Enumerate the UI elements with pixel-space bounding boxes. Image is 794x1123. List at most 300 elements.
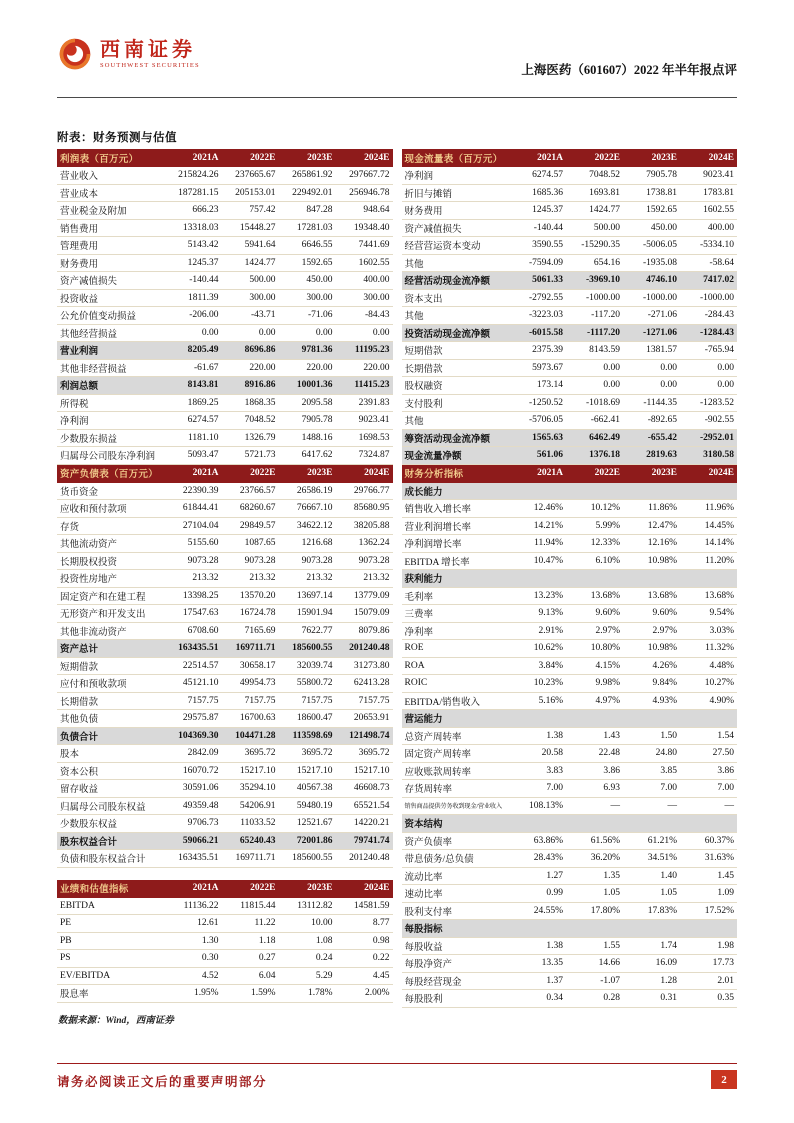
cell-value: 46608.73 — [336, 780, 393, 798]
cell-value: 61844.41 — [165, 500, 222, 518]
cell-value: 1424.77 — [566, 202, 623, 220]
table-row — [402, 482, 738, 500]
cell-value: 265861.92 — [279, 167, 336, 185]
cell-value — [509, 482, 566, 500]
cell-value: 1783.81 — [680, 184, 737, 202]
cell-value: 20.58 — [509, 745, 566, 763]
cell-value: 0.00 — [566, 359, 623, 377]
table-row — [402, 745, 738, 763]
cell-value: -1284.43 — [680, 324, 737, 342]
cell-value: 11.22 — [222, 915, 279, 933]
table-row — [57, 500, 393, 518]
table-row — [57, 482, 393, 500]
table-row — [57, 219, 393, 237]
row-label: 少数股东权益 — [57, 815, 165, 833]
column-header-year: 2024E — [680, 149, 737, 167]
cell-value: 1245.37 — [165, 254, 222, 272]
cell-value: 12.33% — [566, 535, 623, 553]
cell-value: 65521.54 — [336, 797, 393, 815]
cell-value: 1381.57 — [623, 342, 680, 360]
row-label: 其他流动资产 — [57, 535, 165, 553]
cell-value: 6646.55 — [279, 237, 336, 255]
column-header-year: 2021A — [165, 465, 222, 483]
row-label: 支付股利 — [402, 394, 510, 412]
column-header-year: 2024E — [336, 465, 393, 483]
cell-value: 18600.47 — [279, 710, 336, 728]
table-row — [402, 500, 738, 518]
cell-value: 7417.02 — [680, 272, 737, 290]
table-row — [402, 990, 738, 1008]
row-label: 股东权益合计 — [57, 832, 165, 850]
row-label: 公允价值变动损益 — [57, 307, 165, 325]
cell-value: 4.48% — [680, 657, 737, 675]
cell-value: 59480.19 — [279, 797, 336, 815]
table-row — [57, 377, 393, 395]
cell-value: 6708.60 — [165, 622, 222, 640]
cell-value: 11.86% — [623, 500, 680, 518]
row-label: 其他非流动资产 — [57, 622, 165, 640]
row-label: 营业利润 — [57, 342, 165, 360]
cell-value: 1.08 — [279, 932, 336, 950]
cell-value: 1326.79 — [222, 429, 279, 447]
column-header-year: 2024E — [336, 149, 393, 167]
table-row — [402, 184, 738, 202]
cell-value: 12.16% — [623, 535, 680, 553]
cell-value: 0.00 — [566, 377, 623, 395]
cell-value: 113598.69 — [279, 727, 336, 745]
cell-value: -892.65 — [623, 412, 680, 430]
cell-value: 16700.63 — [222, 710, 279, 728]
brand-block — [57, 36, 200, 72]
cell-value: 3.83 — [509, 762, 566, 780]
cell-value: 8916.86 — [222, 377, 279, 395]
cell-value: 85680.95 — [336, 500, 393, 518]
cell-value: 22.48 — [566, 745, 623, 763]
table-row — [402, 359, 738, 377]
table-row — [57, 307, 393, 325]
table-row — [57, 237, 393, 255]
cell-value: 3.84% — [509, 657, 566, 675]
table-row — [57, 950, 393, 968]
cell-value: 12521.67 — [279, 815, 336, 833]
cell-value: 13.68% — [680, 587, 737, 605]
table-row — [57, 622, 393, 640]
cell-value: 1181.10 — [165, 429, 222, 447]
cell-value: 0.22 — [336, 950, 393, 968]
cell-value: 297667.72 — [336, 167, 393, 185]
row-label: PB — [57, 932, 165, 950]
row-label: PS — [57, 950, 165, 968]
cell-value: -1935.08 — [623, 254, 680, 272]
cell-value: 28.43% — [509, 850, 566, 868]
cell-value: 0.00 — [222, 324, 279, 342]
cell-value: 11415.23 — [336, 377, 393, 395]
cell-value: 10.98% — [623, 552, 680, 570]
row-label: 固定资产周转率 — [402, 745, 510, 763]
cell-value: 185600.55 — [279, 640, 336, 658]
table-row — [57, 675, 393, 693]
table-header-row — [57, 149, 393, 167]
cell-value: — — [680, 797, 737, 815]
row-label: 销售商品提供劳务收到现金/营业收入 — [402, 797, 510, 815]
cell-value: 13.35 — [509, 955, 566, 973]
row-label: 少数股东损益 — [57, 429, 165, 447]
cell-value: 2375.39 — [509, 342, 566, 360]
cell-value: -71.06 — [279, 307, 336, 325]
row-label: 每股经营现金 — [402, 972, 510, 990]
cell-value: 654.16 — [566, 254, 623, 272]
table-row — [57, 552, 393, 570]
cell-value: 0.31 — [623, 990, 680, 1008]
brand-text — [100, 39, 200, 69]
cell-value: -206.00 — [165, 307, 222, 325]
cell-value: 213.32 — [165, 570, 222, 588]
cell-value: 29766.77 — [336, 482, 393, 500]
cell-value: 38205.88 — [336, 517, 393, 535]
cell-value: -140.44 — [509, 219, 566, 237]
cell-value — [509, 570, 566, 588]
row-label: EBITDA — [57, 897, 165, 915]
cell-value: -6015.58 — [509, 324, 566, 342]
cell-value: 6.93 — [566, 780, 623, 798]
cell-value: 300.00 — [279, 289, 336, 307]
cell-value: 1.40 — [623, 867, 680, 885]
cell-value: -5006.05 — [623, 237, 680, 255]
cell-value — [566, 920, 623, 938]
table-title: 财务分析指标 — [402, 465, 510, 483]
cell-value: 450.00 — [623, 219, 680, 237]
table-header-row — [402, 149, 738, 167]
row-label: 其他 — [402, 254, 510, 272]
row-label: 资本公积 — [57, 762, 165, 780]
table-title: 业绩和估值指标 — [57, 880, 165, 898]
cell-value: 1.05 — [623, 885, 680, 903]
cell-value: 40567.38 — [279, 780, 336, 798]
row-label: ROIC — [402, 675, 510, 693]
cell-value: 10.62% — [509, 640, 566, 658]
cell-value: 757.42 — [222, 202, 279, 220]
cell-value: -902.55 — [680, 412, 737, 430]
row-label: PE — [57, 915, 165, 933]
cell-value: 500.00 — [222, 272, 279, 290]
cell-value: 4.97% — [566, 692, 623, 710]
row-label: 应收和预付款项 — [57, 500, 165, 518]
cell-value: 9073.28 — [165, 552, 222, 570]
cell-value: 5061.33 — [509, 272, 566, 290]
cell-value: -3969.10 — [566, 272, 623, 290]
row-label: 成长能力 — [402, 482, 510, 500]
row-label: 净利润 — [402, 167, 510, 185]
cell-value: 229492.01 — [279, 184, 336, 202]
cell-value: -117.20 — [566, 307, 623, 325]
cell-value: 11136.22 — [165, 897, 222, 915]
cell-value: 24.55% — [509, 902, 566, 920]
cell-value: 7.00 — [509, 780, 566, 798]
cell-value: 3695.72 — [336, 745, 393, 763]
table-row — [57, 727, 393, 745]
table-row — [402, 762, 738, 780]
table-row — [402, 850, 738, 868]
cell-value: 68260.67 — [222, 500, 279, 518]
row-label: 长期股权投资 — [57, 552, 165, 570]
column-header-year: 2023E — [279, 149, 336, 167]
table-row — [57, 710, 393, 728]
cell-value: 0.30 — [165, 950, 222, 968]
row-label: 其他 — [402, 412, 510, 430]
cell-value: 29575.87 — [165, 710, 222, 728]
cell-value: 1087.65 — [222, 535, 279, 553]
cell-value: 1.78% — [279, 985, 336, 1003]
cell-value: 220.00 — [336, 359, 393, 377]
row-label: 长期借款 — [402, 359, 510, 377]
row-label: 折旧与摊销 — [402, 184, 510, 202]
cell-value: 3180.58 — [680, 447, 737, 465]
cell-value: 13697.14 — [279, 587, 336, 605]
cell-value: 7.00 — [680, 780, 737, 798]
table-row — [57, 359, 393, 377]
cell-value: 5.29 — [279, 967, 336, 985]
cell-value: 1.54 — [680, 727, 737, 745]
row-label: 净利率 — [402, 622, 510, 640]
cell-value: 10.27% — [680, 675, 737, 693]
cell-value: 2391.83 — [336, 394, 393, 412]
cell-value: 1592.65 — [279, 254, 336, 272]
right-column — [402, 149, 738, 1026]
column-header-year: 2022E — [566, 465, 623, 483]
row-label: EBITDA 增长率 — [402, 552, 510, 570]
cell-value: 14581.59 — [336, 897, 393, 915]
cell-value: 59066.21 — [165, 832, 222, 850]
cell-value: 4.26% — [623, 657, 680, 675]
table-row — [57, 832, 393, 850]
cell-value: 1592.65 — [623, 202, 680, 220]
row-label: 财务费用 — [57, 254, 165, 272]
table-row — [402, 447, 738, 465]
cell-value: 13.68% — [566, 587, 623, 605]
cell-value — [623, 570, 680, 588]
table-row — [402, 517, 738, 535]
table-row — [57, 967, 393, 985]
row-label: 每股指标 — [402, 920, 510, 938]
cell-value: 0.35 — [680, 990, 737, 1008]
cell-value: 1.74 — [623, 937, 680, 955]
cell-value: 13.23% — [509, 587, 566, 605]
cell-value: 16724.78 — [222, 605, 279, 623]
column-header-year: 2023E — [623, 149, 680, 167]
table-row — [57, 535, 393, 553]
cell-value: 169711.71 — [222, 640, 279, 658]
table-row — [402, 885, 738, 903]
cell-value: 1.43 — [566, 727, 623, 745]
cell-value: 400.00 — [680, 219, 737, 237]
row-label: 销售收入增长率 — [402, 500, 510, 518]
table-row — [57, 745, 393, 763]
table-row — [57, 570, 393, 588]
cell-value: 19348.40 — [336, 219, 393, 237]
cell-value: 45121.10 — [165, 675, 222, 693]
table-row — [402, 710, 738, 728]
table-row — [402, 832, 738, 850]
cell-value: 65240.43 — [222, 832, 279, 850]
table-header-row — [57, 465, 393, 483]
cell-value: 10.47% — [509, 552, 566, 570]
cell-value: 76667.10 — [279, 500, 336, 518]
row-label: 投资性房地产 — [57, 570, 165, 588]
cell-value: 300.00 — [336, 289, 393, 307]
cell-value: 173.14 — [509, 377, 566, 395]
cell-value: -1000.00 — [566, 289, 623, 307]
column-header-year: 2023E — [623, 465, 680, 483]
cell-value: 6.04 — [222, 967, 279, 985]
table-row — [402, 622, 738, 640]
cell-value: 104471.28 — [222, 727, 279, 745]
cell-value: 3590.55 — [509, 237, 566, 255]
row-label: 股息率 — [57, 985, 165, 1003]
cell-value: 4.15% — [566, 657, 623, 675]
table-row — [57, 324, 393, 342]
cell-value: 3.86 — [680, 762, 737, 780]
cell-value: 9706.73 — [165, 815, 222, 833]
cell-value: 3.86 — [566, 762, 623, 780]
table-title: 资产负债表（百万元） — [57, 465, 165, 483]
cell-value — [566, 815, 623, 833]
table-row — [402, 394, 738, 412]
report-title: 上海医药（601607）2022 年半年报点评 — [521, 63, 737, 77]
cell-value: 256946.78 — [336, 184, 393, 202]
cell-value: 1.18 — [222, 932, 279, 950]
cell-value: 2.97% — [566, 622, 623, 640]
cell-value: 1376.18 — [566, 447, 623, 465]
row-label: 投资活动现金流净额 — [402, 324, 510, 342]
cell-value: 9023.41 — [680, 167, 737, 185]
cell-value: -655.42 — [623, 429, 680, 447]
cell-value: 6274.57 — [509, 167, 566, 185]
cell-value: 62413.28 — [336, 675, 393, 693]
table-row — [402, 237, 738, 255]
row-label: EBITDA/销售收入 — [402, 692, 510, 710]
table-row — [402, 587, 738, 605]
cell-value: 0.28 — [566, 990, 623, 1008]
cell-value: 0.00 — [623, 377, 680, 395]
cell-value: 1216.68 — [279, 535, 336, 553]
column-header-year: 2024E — [336, 880, 393, 898]
table-row — [57, 184, 393, 202]
cell-value: 11.32% — [680, 640, 737, 658]
cell-value: 1685.36 — [509, 184, 566, 202]
cell-value: 60.37% — [680, 832, 737, 850]
table-row — [57, 272, 393, 290]
table-row — [402, 377, 738, 395]
cell-value: -5334.10 — [680, 237, 737, 255]
cell-value: 63.86% — [509, 832, 566, 850]
cell-value: 8143.81 — [165, 377, 222, 395]
cell-value: 10.80% — [566, 640, 623, 658]
cell-value: 237665.67 — [222, 167, 279, 185]
page-header — [57, 36, 737, 78]
cell-value: 0.00 — [623, 359, 680, 377]
table-row — [402, 307, 738, 325]
row-label: 营业利润增长率 — [402, 517, 510, 535]
cell-value: 17281.03 — [279, 219, 336, 237]
cell-value: -15290.35 — [566, 237, 623, 255]
row-label: 经营营运资本变动 — [402, 237, 510, 255]
cell-value: 5721.73 — [222, 447, 279, 465]
cell-value: 0.00 — [680, 377, 737, 395]
column-header-year: 2023E — [279, 465, 336, 483]
cell-value: 7048.52 — [222, 412, 279, 430]
table-row — [57, 289, 393, 307]
cell-value: 14.45% — [680, 517, 737, 535]
cell-value: 187281.15 — [165, 184, 222, 202]
cell-value: -58.64 — [680, 254, 737, 272]
column-header-year: 2021A — [509, 149, 566, 167]
cell-value: 13112.82 — [279, 897, 336, 915]
row-label: 净利润增长率 — [402, 535, 510, 553]
data-source-note: 数据来源：Wind，西南证券 — [58, 1015, 174, 1026]
cell-value: -1283.52 — [680, 394, 737, 412]
cell-value: 9073.28 — [279, 552, 336, 570]
row-label: 归属母公司股东净利润 — [57, 447, 165, 465]
page-number-badge: 2 — [711, 1070, 737, 1089]
cell-value: 163435.51 — [165, 640, 222, 658]
cell-value: 2095.58 — [279, 394, 336, 412]
cell-value: 31273.80 — [336, 657, 393, 675]
cell-value: 23766.57 — [222, 482, 279, 500]
cell-value: 8143.59 — [566, 342, 623, 360]
cell-value: — — [623, 797, 680, 815]
cell-value: 31.63% — [680, 850, 737, 868]
cell-value: 30658.17 — [222, 657, 279, 675]
cell-value — [509, 920, 566, 938]
cell-value: 8.77 — [336, 915, 393, 933]
cell-value: 7165.69 — [222, 622, 279, 640]
cell-value: — — [566, 797, 623, 815]
cell-value: 300.00 — [222, 289, 279, 307]
cell-value: 1.30 — [165, 932, 222, 950]
cell-value: 14.66 — [566, 955, 623, 973]
cell-value: 11195.23 — [336, 342, 393, 360]
row-label: 留存收益 — [57, 780, 165, 798]
cell-value: 11.94% — [509, 535, 566, 553]
table-row — [57, 342, 393, 360]
table-row — [57, 167, 393, 185]
row-label: 营业收入 — [57, 167, 165, 185]
cell-value: 0.34 — [509, 990, 566, 1008]
tables-area — [57, 149, 737, 1026]
balance-sheet-table — [57, 465, 393, 868]
row-label: 负债和股东权益合计 — [57, 850, 165, 868]
cell-value: -84.43 — [336, 307, 393, 325]
cell-value: -1250.52 — [509, 394, 566, 412]
row-label: 资产负债率 — [402, 832, 510, 850]
cell-value: 3695.72 — [279, 745, 336, 763]
cell-value: 847.28 — [279, 202, 336, 220]
row-label: 三费率 — [402, 605, 510, 623]
row-label: 管理费用 — [57, 237, 165, 255]
row-label: 财务费用 — [402, 202, 510, 220]
cell-value: 7157.75 — [165, 692, 222, 710]
cell-value: 7905.78 — [623, 167, 680, 185]
row-label: 资本支出 — [402, 289, 510, 307]
row-label: 每股净资产 — [402, 955, 510, 973]
cell-value: 1.35 — [566, 867, 623, 885]
cell-value: 0.00 — [165, 324, 222, 342]
column-header-year: 2022E — [222, 880, 279, 898]
cell-value — [566, 482, 623, 500]
cell-value: 12.61 — [165, 915, 222, 933]
table-header-row — [402, 465, 738, 483]
cell-value: 7157.75 — [336, 692, 393, 710]
